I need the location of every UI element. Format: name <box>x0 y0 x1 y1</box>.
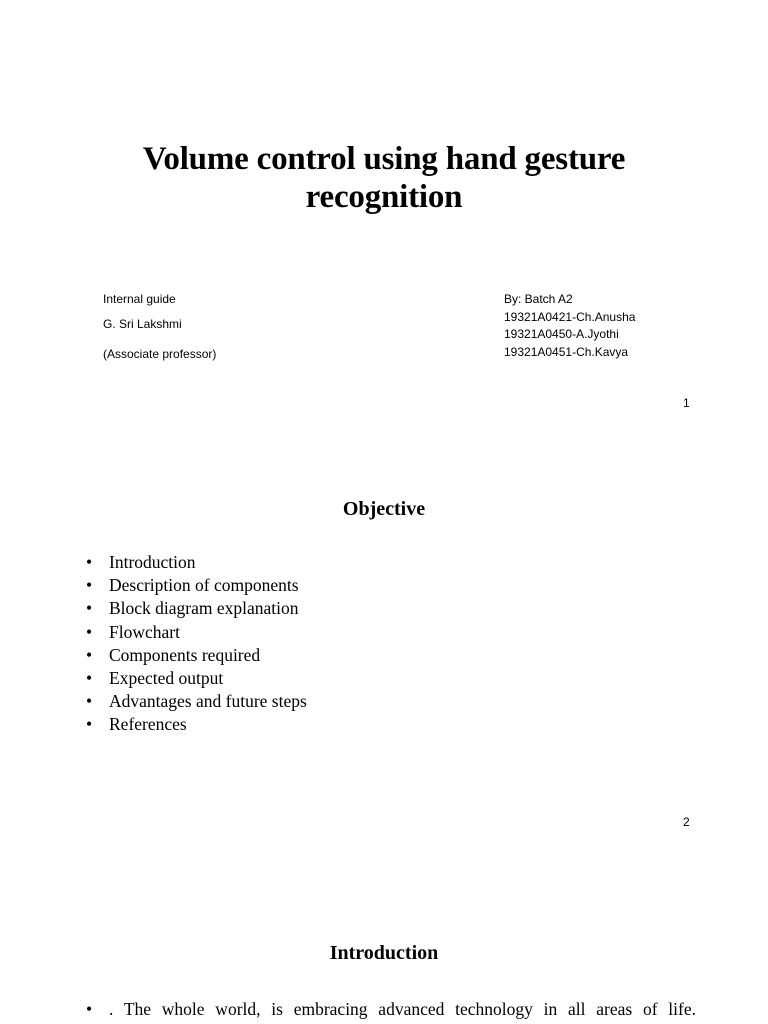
list-item <box>86 621 307 644</box>
batch-member: 19321A0451-Ch.Kavya <box>504 344 629 359</box>
list-item <box>86 574 307 597</box>
internal-guide-heading: Internal guide <box>103 292 176 306</box>
internal-guide-name: G. Sri Lakshmi <box>103 317 182 331</box>
introduction-paragraph <box>86 998 696 1021</box>
bullet-icon: • <box>86 598 93 619</box>
document-title: Volume control using hand gesture recognition <box>142 141 626 215</box>
list-item-text: Introduction <box>109 552 196 572</box>
list-item <box>86 667 307 690</box>
bullet-icon: • <box>86 621 93 642</box>
list-item-text: Flowchart <box>109 621 180 642</box>
bullet-icon: • <box>86 999 93 1019</box>
internal-guide-role: (Associate professor) <box>103 347 217 361</box>
page-number: 2 <box>683 815 690 829</box>
list-item-text: Advantages and future steps <box>109 691 307 712</box>
batch-member: 19321A0450-A.Jyothi <box>504 327 619 341</box>
batch-member: 19321A0421-Ch.Anusha <box>504 309 636 324</box>
list-item-text: References <box>109 714 187 735</box>
bullet-icon: • <box>86 691 93 712</box>
objective-heading: Objective <box>342 498 426 520</box>
batch-block <box>504 291 635 361</box>
bullet-icon: • <box>86 552 93 572</box>
page-number: 1 <box>683 396 690 410</box>
list-item <box>86 597 307 620</box>
bullet-icon: • <box>86 667 93 688</box>
bullet-icon: • <box>86 644 93 665</box>
bullet-icon: • <box>86 714 93 735</box>
list-item-text: Description of components <box>109 575 299 596</box>
list-item <box>86 690 307 713</box>
list-item <box>86 551 307 574</box>
introduction-text: . The whole world, is embracing advanced technology in all areas of life. <box>109 999 696 1019</box>
list-item <box>86 644 307 667</box>
batch-heading: By: Batch A2 <box>504 292 573 306</box>
bullet-icon: • <box>86 575 93 596</box>
list-item-text: Components required <box>109 644 261 665</box>
list-item <box>86 713 307 736</box>
list-item-text: Block diagram explanation <box>109 598 299 619</box>
list-item-text: Expected output <box>109 667 224 688</box>
objective-list <box>86 551 307 737</box>
introduction-heading: Introduction <box>329 942 439 964</box>
